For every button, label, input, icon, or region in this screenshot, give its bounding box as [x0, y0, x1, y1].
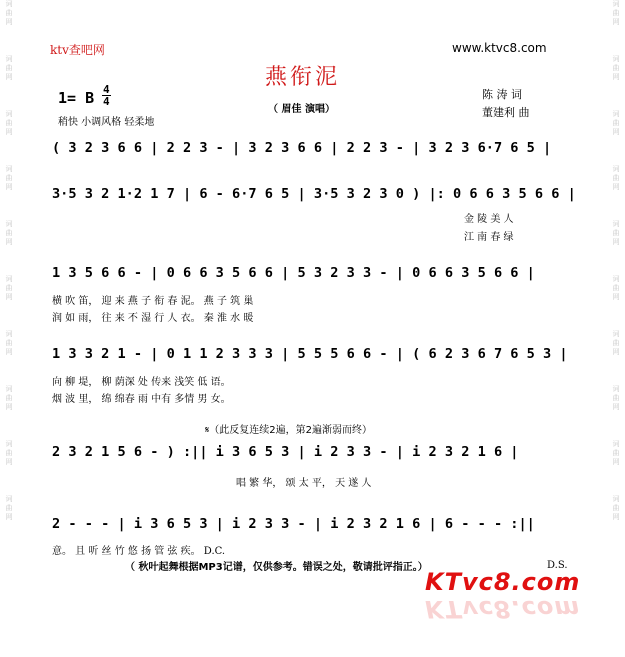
site-watermark-left: ktv查吧网 — [50, 43, 105, 57]
site-watermark-right: www.ktvc8.com — [452, 41, 547, 55]
lyric-line-4b: 烟 波 里， 绵 绵春 雨 中有 多情 男 女。 — [52, 394, 231, 405]
lyric-line-3a: 横 吹 笛， 迎 来 燕 子 衔 春 泥。 燕 子 筑 巢 — [52, 296, 254, 307]
score-line-6: 2 - - - | i 3 6 5 3 | i 2 3 3 - | i 2 3 2 1 6 | 6 - - - :|| — [52, 516, 535, 532]
composer-credit: 董建利 曲 — [482, 106, 530, 119]
singer-line: （ 眉佳 演唱） — [268, 104, 335, 115]
score-line-4: 1 3 3 2 1 - | 0 1 1 2 3 3 3 | 5 5 5 6 6 - | ( 6 2 3 6 7 6 5 3 | — [52, 346, 568, 362]
key-signature: 1= B — [58, 89, 95, 107]
logo-text: KTvc8.com — [425, 568, 581, 596]
right-side-watermark: 词 曲 网 词 曲 网 词 曲 网 词 曲 网 词 曲 网 词 曲 网 词 曲 网 词 曲 网 词 曲 网 词 曲 网 — [612, 0, 620, 521]
logo-reflection: KTvc8.com — [425, 595, 581, 623]
time-signature: 4 4 — [103, 83, 110, 108]
lyric-line-6: 意。 且 听 丝 竹 悠 扬 管 弦 疾。 D.C. — [52, 546, 226, 557]
score-line-1: ( 3 2 3 6 6 | 2 2 3 - | 3 2 3 6 6 | 2 2 3 - | 3 2 3 6·7 6 5 | — [52, 140, 552, 156]
score-line-2: 3·5 3 2 1·2 1 7 | 6 - 6·7 6 5 | 3·5 3 2 3 0 ) |: 0 6 6 3 5 6 6 | — [52, 186, 576, 202]
lyric-line-4a: 向 柳 堤， 柳 荫深 处 传来 浅笑 低 语。 — [52, 377, 231, 388]
lyric-line-3b: 润 如 雨， 往 来 不 湿 行 人 衣。 秦 淮 水 暖 — [52, 313, 254, 324]
lyricist-credit: 陈 涛 词 — [482, 88, 522, 101]
song-title: 燕衔泥 — [265, 65, 341, 90]
score-line-3: 1 3 5 6 6 - | 0 6 6 3 5 6 6 | 5 3 2 3 3 - | 0 6 6 3 5 6 6 | — [52, 265, 535, 281]
lyric-line-5: 唱 繁 华， 颂 太 平， 天 遂 人 — [236, 478, 372, 489]
transcription-note: （ 秋叶起舞根据MP3记谱，仅供参考。错误之处，敬请批评指正。） — [125, 562, 428, 573]
score-line-5: 2 3 2 1 5 6 - ) :|| i 3 6 5 3 | i 2 3 3 - | i 2 3 2 1 6 | — [52, 444, 519, 460]
left-side-watermark: 词 曲 网 词 曲 网 词 曲 网 词 曲 网 词 曲 网 词 曲 网 词 曲 网 词 曲 网 词 曲 网 词 曲 网 — [5, 0, 13, 521]
lyric-line-2b: 江 南 春 绿 — [464, 232, 514, 243]
tempo-marking: 稍快 小调风格 轻柔地 — [58, 117, 155, 128]
lyric-line-2a: 金 陵 美 人 — [464, 214, 514, 225]
site-logo — [425, 568, 581, 632]
segno-instruction: 𝄋（此反复连续2遍，第2遍渐弱而终） — [205, 425, 373, 436]
ds-mark: D.S. — [547, 560, 568, 571]
